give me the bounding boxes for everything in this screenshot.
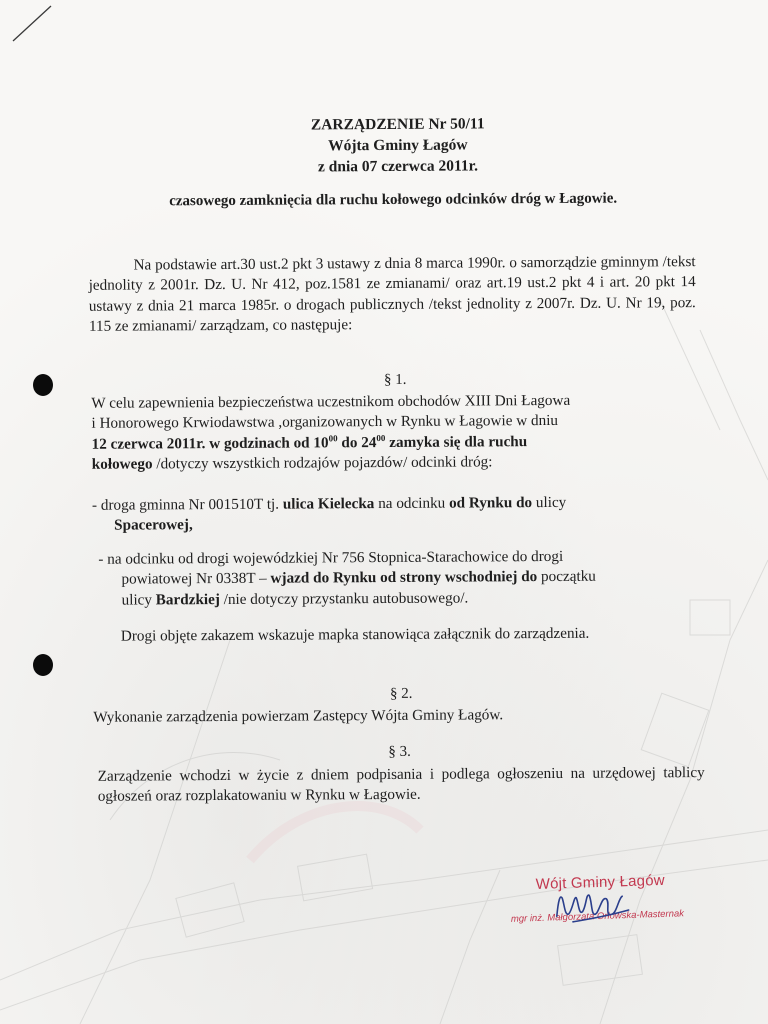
section-3-text: Zarządzenie wchodzi w życie z dniem podpisania i podlega ogłoszeniu na urzędowej tablicy ogłoszeń oraz rozplakatowaniu w Rynku w Łagowie. <box>97 764 705 806</box>
road-item-1: - droga gminna Nr 001510T tj. ulica Kielecka na odcinku od Rynku do ulicy Spacerowej, <box>92 492 702 536</box>
stamp-title: Wójt Gminy Łagów <box>535 871 666 894</box>
stamp-name: mgr inż. Małgorzata Orłowska-Masternak <box>510 908 685 925</box>
document-date: z dnia 07 czerwca 2011r. <box>317 157 479 176</box>
official-stamp <box>499 867 721 944</box>
road-item-2: - na odcinku od drogi wojewódzkiej Nr 756 Stopnica-Starachowice do drogi powiatowej Nr 0338T – wjazd do Rynku od strony wschodniej do początku ulicy Bardzkiej /nie dotyczy przystanku autobusowego/. <box>98 547 596 609</box>
handwritten-signature <box>552 884 633 931</box>
section-1-line-2: i Honorowego Krwiodawstwa ,organizowanych w Rynku w Łagowie w dniu <box>91 412 559 433</box>
document-header <box>148 112 648 178</box>
street-kielecka: ulica Kielecka <box>282 495 375 513</box>
street-spacerowa: Spacerowej, <box>114 516 193 534</box>
document-title: ZARZĄDZENIE Nr 50/11 <box>310 115 485 134</box>
closure-date-time: 12 czerwca 2011r. w godzinach od $10^{00}$ do $24^{00}$ zamyka się dla ruchu <box>91 432 528 453</box>
section-2-text: Wykonanie zarządzenia powierzam Zastępcy Wójta Gminy Łagów. <box>93 706 504 726</box>
section-3-sign: § 3. <box>388 743 411 760</box>
closure-scope: /dotyczy wszystkich rodzajów pojazdów/ odcinki dróg: <box>152 453 493 473</box>
section-2-sign: § 2. <box>389 685 413 702</box>
closure-kolowego: kołowego <box>91 455 153 473</box>
street-bardzka: Bardzkiej <box>155 590 220 608</box>
legal-basis-paragraph: Na podstawie art.30 ust.2 pkt 3 ustawy z dnia 8 marca 1990r. o samorządzie gminnym /tekst jednolity z 2001r. Dz. U. Nr 412, poz.1581 ze zmianami/ oraz art.19 ust.2 pkt 4 i art. 20 pkt 14 ustawy z dnia 21 marca 1985r. o drogach publicznych /tekst jednolity z 2007r. Dz. U. Nr 19, poz. 115 ze zmianami/ zarządzam, co następuje: <box>88 253 696 335</box>
section-1-line-1: W celu zapewnienia bezpieczeństwa uczestnikom obchodów XIII Dni Łagowa <box>91 391 571 412</box>
document-authority: Wójta Gminy Łagów <box>328 136 468 155</box>
document-subject: czasowego zamknięcia dla ruchu kołowego odcinków dróg w Łagowie. <box>169 190 618 210</box>
section-1-sign: § 1. <box>383 371 407 388</box>
map-note: Drogi objęte zakazem wskazuje mapka stanowiąca załącznik do zarządzenia. <box>120 624 590 645</box>
section-1-text <box>91 390 701 475</box>
